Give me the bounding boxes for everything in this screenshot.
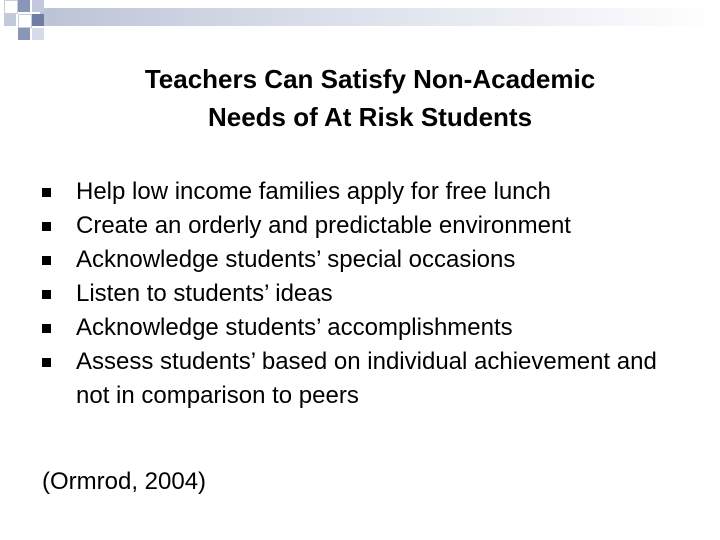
checker-square bbox=[4, 14, 16, 26]
slide-title-line-1: Teachers Can Satisfy Non-Academic bbox=[144, 64, 596, 94]
header-gradient-bar bbox=[40, 8, 720, 26]
checker-square bbox=[32, 28, 44, 40]
bullet-text: Help low income families apply for free lunch bbox=[76, 178, 551, 205]
list-item bbox=[42, 209, 682, 243]
checker-square bbox=[32, 0, 44, 12]
citation: (Ormrod, 2004) bbox=[42, 468, 207, 495]
list-item bbox=[42, 175, 682, 209]
square-bullet-icon bbox=[42, 222, 51, 231]
square-bullet-icon bbox=[42, 256, 51, 265]
bullet-text: Acknowledge students’ accomplishments bbox=[76, 314, 513, 341]
list-item bbox=[42, 243, 682, 277]
list-item bbox=[42, 277, 682, 311]
bullet-text: Create an orderly and predictable environment bbox=[76, 212, 571, 239]
square-bullet-icon bbox=[42, 358, 51, 367]
slide-title bbox=[60, 60, 680, 136]
square-bullet-icon bbox=[42, 188, 51, 197]
checker-square bbox=[4, 0, 18, 14]
checker-square bbox=[18, 14, 32, 28]
bullet-text: Acknowledge students’ special occasions bbox=[76, 246, 516, 273]
slide-title-line-2: Needs of At Risk Students bbox=[207, 102, 533, 132]
list-item bbox=[42, 345, 682, 413]
checker-square bbox=[18, 28, 30, 40]
checker-square bbox=[18, 0, 30, 12]
square-bullet-icon bbox=[42, 290, 51, 299]
checker-square bbox=[32, 14, 44, 26]
bullet-text: Assess students’ based on individual achievement and not in comparison to peers bbox=[76, 348, 657, 409]
list-item bbox=[42, 311, 682, 345]
square-bullet-icon bbox=[42, 324, 51, 333]
bullet-text: Listen to students’ ideas bbox=[76, 280, 333, 307]
bullet-list bbox=[42, 175, 682, 413]
header-decoration bbox=[0, 0, 720, 50]
